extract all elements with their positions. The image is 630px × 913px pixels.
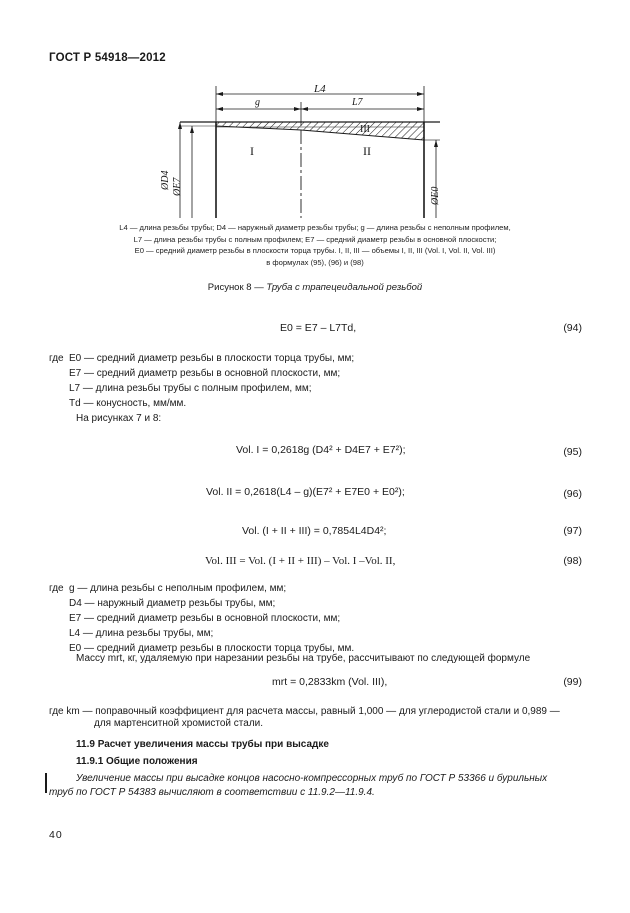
label-volume-1: I bbox=[250, 144, 254, 158]
definition-item: E7 — средний диаметр резьбы в основной плоскости, мм; bbox=[69, 368, 341, 379]
pipe-thread-figure bbox=[150, 78, 470, 228]
definition-item: D4 — наружный диаметр резьбы трубы, мм; bbox=[69, 598, 276, 609]
where-label-2: где bbox=[49, 583, 64, 594]
figure-caption bbox=[0, 282, 630, 293]
mass-lead: Массу mrt, кг, удаляемую при нарезании резьбы на трубе, рассчитывают по следующей формуле bbox=[76, 653, 531, 664]
equation-96-number: (96) bbox=[563, 488, 582, 500]
equation-95: Vol. I = 0,2618g (D4² + D4E7 + E7²); bbox=[236, 444, 406, 456]
label-g: g bbox=[255, 97, 260, 108]
legend-line: L7 — длина резьбы трубы с полным профилем; E7 — средний диаметр резьбы в основной плоскости; bbox=[133, 234, 497, 244]
equation-99-number: (99) bbox=[563, 676, 582, 688]
page-number: 40 bbox=[49, 829, 63, 841]
label-e0: ØE0 bbox=[430, 186, 441, 205]
equation-96: Vol. II = 0,2618(L4 – g)(E7² + E7E0 + E0²); bbox=[206, 486, 405, 498]
equation-94-number: (94) bbox=[563, 322, 582, 334]
label-d4: ØD4 bbox=[160, 170, 171, 190]
section-paragraph-line1: Увеличение массы при высадке концов насосно-компрессорных труб по ГОСТ Р 53366 и бурильных bbox=[76, 773, 548, 784]
label-volume-3: III bbox=[360, 124, 370, 135]
legend-line: в формулах (95), (96) и (98) bbox=[266, 257, 364, 267]
equation-99: mrt = 0,2833km (Vol. III), bbox=[272, 676, 388, 688]
definition-item: g — длина резьбы с неполным профилем, мм; bbox=[69, 583, 287, 594]
definition-item: E7 — средний диаметр резьбы в основной плоскости, мм; bbox=[69, 613, 341, 624]
document-header: ГОСТ Р 54918—2012 bbox=[49, 52, 166, 64]
equation-98-number: (98) bbox=[563, 555, 582, 567]
equation-97: Vol. (I + II + III) = 0,7854L4D4²; bbox=[242, 525, 387, 537]
equation-98: Vol. III = Vol. (I + II + III) – Vol. I –Vol. II, bbox=[205, 555, 396, 567]
label-l4: L4 bbox=[314, 83, 326, 95]
figures-lead: На рисунках 7 и 8: bbox=[76, 413, 162, 424]
equation-95-number: (95) bbox=[563, 446, 582, 458]
definition-item: L4 — длина резьбы трубы, мм; bbox=[69, 628, 214, 639]
label-e7: ØE7 bbox=[172, 177, 183, 196]
figure-legend bbox=[70, 222, 560, 268]
definition-list bbox=[69, 351, 354, 411]
equation-97-number: (97) bbox=[563, 525, 582, 537]
where-label: где bbox=[49, 353, 64, 364]
km-definition-line1: где km — поправочный коэффициент для расчета массы, равный 1,000 — для углеродистой стали и 0,989 — bbox=[49, 706, 560, 717]
caption-title: Труба с трапецеидальной резьбой bbox=[266, 282, 423, 293]
definition-item: E0 — средний диаметр резьбы в плоскости торца трубы, мм. bbox=[69, 643, 355, 654]
definition-item: E0 — средний диаметр резьбы в плоскости торца трубы, мм; bbox=[69, 353, 355, 364]
legend-line: E0 — средний диаметр резьбы в плоскости торца трубы. I, II, III — объемы I, II, III (Vol. I, Vol. II, Vol. III) bbox=[134, 246, 496, 255]
caption-prefix: Рисунок 8 — bbox=[207, 282, 264, 293]
definition-item: L7 — длина резьбы трубы с полным профилем, мм; bbox=[69, 383, 312, 394]
subsection-heading: 11.9.1 Общие положения bbox=[76, 756, 198, 767]
label-volume-2: II bbox=[363, 144, 371, 158]
km-definition-line2: для мартенситной хромистой стали. bbox=[94, 718, 264, 729]
definition-list-2 bbox=[69, 581, 354, 656]
change-bar bbox=[45, 773, 47, 793]
label-l7: L7 bbox=[352, 97, 363, 108]
section-heading: 11.9 Расчет увеличения массы трубы при высадке bbox=[76, 739, 329, 750]
equation-94: E0 = E7 – L7Td, bbox=[280, 322, 357, 334]
section-paragraph-line2: труб по ГОСТ Р 54383 вычисляют в соответствии с 11.9.2—11.9.4. bbox=[49, 787, 375, 798]
legend-line: L4 — длина резьбы трубы; D4 — наружный диаметр резьбы трубы; g — длина резьбы с неполным профилем, bbox=[119, 223, 511, 232]
definition-item: Td — конусность, мм/мм. bbox=[69, 398, 187, 409]
